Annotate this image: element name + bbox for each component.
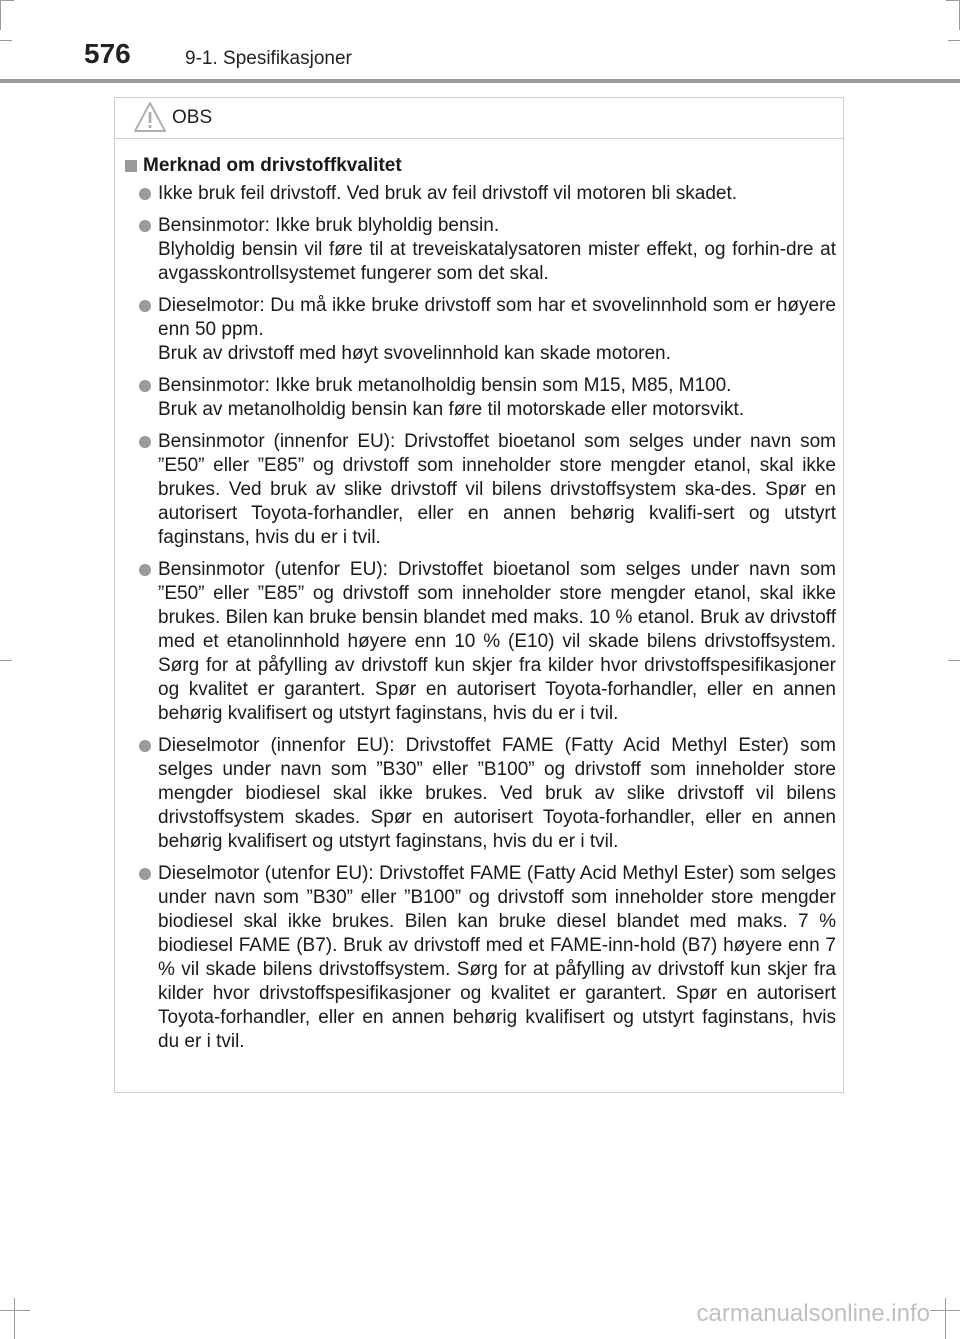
list-item-paragraph: Bensinmotor (utenfor EU): Drivstoffet bioetanol som selges under navn som ”E50” eller ”E85” og drivstoff som inneholder store mengder etanol, skal ikke brukes. Bilen kan bruke bensin blandet med maks. 10 % etanol. Bruk av drivstoff med et etanolinnhold høyere enn 10 % (E10) vil skade bilens drivstoffsystem. Sørg for at påfylling av drivstoff kun skjer fra kilder hvor drivstoffspesifikasjoner og kvalitet er garantert. Spør en autorisert Toyota-forhandler, eller en annen behørig kvalifisert og utstyrt faginstans, hvis du er i tvil.	[158, 559, 836, 724]
list-item-paragraph: Dieselmotor (innenfor EU): Drivstoffet FAME (Fatty Acid Methyl Ester) som selges under navn som ”B30” eller ”B100” og drivstoff som inneholder store mengder biodiesel skal ikke brukes. Ved bruk av slike drivstoff vil bilens drivstoffsystem skades. Spør en autorisert Toyota-forhandler, eller en annen behørig kvalifisert og utstyrt faginstans, hvis du er i tvil.	[158, 735, 836, 852]
circle-bullet-icon	[139, 436, 151, 448]
circle-bullet-icon	[139, 740, 151, 752]
list-item	[124, 374, 836, 422]
list-item-paragraph: Blyholdig bensin vil føre til at treveiskatalysatoren mister effekt, og forhin-dre at avgasskontrollsystemet fungerer som det skal.	[158, 239, 836, 284]
circle-bullet-icon	[139, 868, 151, 880]
notice-subheading	[124, 154, 836, 178]
list-item	[124, 862, 836, 1054]
list-item-paragraph: Bruk av metanolholdig bensin kan føre til motorskade eller motorsvikt.	[158, 399, 745, 420]
notice-label: OBS	[172, 107, 213, 128]
header-divider	[0, 79, 960, 83]
list-item-text	[158, 430, 836, 550]
watermark: carmanualsonline.info	[696, 1300, 930, 1327]
crop-mark	[0, 660, 12, 661]
crop-mark	[0, 1310, 30, 1311]
list-item	[124, 430, 836, 550]
crop-mark	[946, 0, 960, 1]
notice-subheading-text: Merknad om drivstoffkvalitet	[143, 155, 402, 176]
circle-bullet-icon	[139, 220, 151, 232]
notice-content	[115, 139, 843, 1054]
crop-mark	[0, 40, 12, 41]
list-item-paragraph: Bensinmotor: Ikke bruk blyholdig bensin.	[158, 215, 500, 236]
list-item	[124, 182, 836, 206]
list-item	[124, 294, 836, 366]
list-item-paragraph: Bensinmotor: Ikke bruk metanolholdig bensin som M15, M85, M100.	[158, 375, 732, 396]
list-item	[124, 734, 836, 854]
list-item-text	[158, 734, 836, 854]
warning-triangle-icon	[133, 101, 167, 133]
list-item	[124, 214, 836, 286]
list-item-paragraph: Bensinmotor (innenfor EU): Drivstoffet bioetanol som selges under navn som ”E50” eller ”E85” og drivstoff som inneholder store mengder etanol, skal ikke brukes. Ved bruk av slike drivstoff vil bilens drivstoffsystem ska-des. Spør en autorisert Toyota-forhandler, eller en annen behørig kvalifi-sert og utstyrt faginstans, hvis du er i tvil.	[158, 431, 836, 548]
circle-bullet-icon	[139, 300, 151, 312]
crop-mark	[948, 660, 960, 661]
list-item-text	[158, 374, 836, 422]
notice-box	[114, 97, 844, 1093]
notice-list	[124, 182, 836, 1054]
list-item-text	[158, 182, 836, 206]
page-number: 576	[84, 38, 131, 69]
list-item-paragraph: Bruk av drivstoff med høyt svovelinnhold kan skade motoren.	[158, 343, 671, 364]
crop-mark	[945, 1298, 946, 1339]
list-item-text	[158, 214, 836, 286]
crop-mark	[0, 0, 1, 30]
circle-bullet-icon	[139, 564, 151, 576]
crop-mark	[948, 40, 960, 41]
section-title: 9-1. Spesifikasjoner	[185, 48, 352, 69]
list-item-paragraph: Dieselmotor (utenfor EU): Drivstoffet FAME (Fatty Acid Methyl Ester) som selges under navn som ”B30” eller ”B100” og drivstoff som inneholder store mengder biodiesel skal ikke brukes. Bilen kan bruke diesel blandet med maks. 7 % biodiesel FAME (B7). Bruk av drivstoff med et FAME-inn-hold (B7) høyere enn 7 % vil skade bilens drivstoffsystem. Sørg for at påfylling av drivstoff kun skjer fra kilder hvor drivstoffspesifikasjoner og kvalitet er garantert. Spør en autorisert Toyota-forhandler, eller en annen behørig kvalifisert og utstyrt faginstans, hvis du er i tvil.	[158, 863, 836, 1052]
circle-bullet-icon	[139, 380, 151, 392]
list-item-paragraph: Ikke bruk feil drivstoff. Ved bruk av feil drivstoff vil motoren bli skadet.	[158, 183, 738, 204]
notice-header	[115, 98, 843, 139]
square-bullet-icon	[125, 160, 137, 172]
circle-bullet-icon	[139, 188, 151, 200]
list-item	[124, 558, 836, 726]
crop-mark	[14, 1298, 15, 1339]
list-item-text	[158, 294, 836, 366]
list-item-text	[158, 862, 836, 1054]
list-item-text	[158, 558, 836, 726]
list-item-paragraph: Dieselmotor: Du må ikke bruke drivstoff som har et svovelinnhold som er høyere enn 50 ppm.	[158, 295, 836, 340]
crop-mark	[0, 0, 14, 1]
